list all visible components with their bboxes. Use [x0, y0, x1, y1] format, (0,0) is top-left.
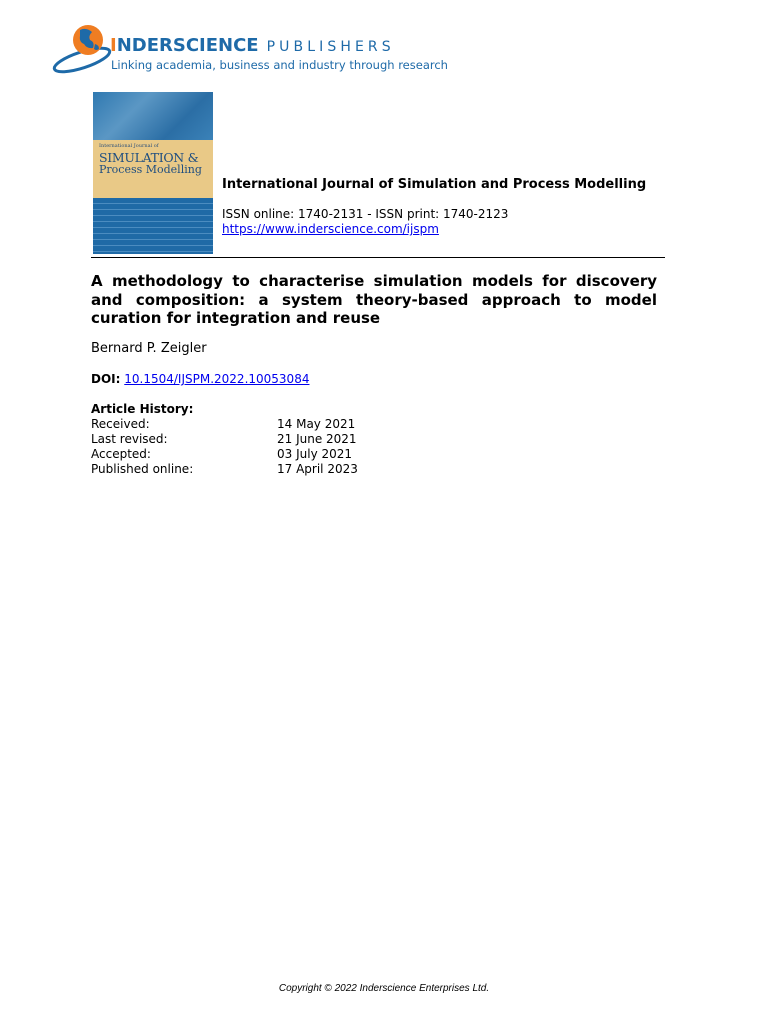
history-value: 14 May 2021	[277, 417, 356, 431]
cover-artwork	[93, 92, 213, 140]
cover-title-line2: Process Modelling	[99, 163, 202, 176]
doi-link[interactable]: 10.1504/IJSPM.2022.10053084	[124, 372, 310, 386]
history-label: Published online:	[91, 462, 194, 476]
history-label: Accepted:	[91, 447, 151, 461]
history-row-received	[91, 417, 391, 432]
journal-url-link[interactable]: https://www.inderscience.com/ijspm	[222, 222, 439, 236]
history-label: Received:	[91, 417, 150, 431]
history-label: Last revised:	[91, 432, 168, 446]
history-row-accepted	[91, 447, 391, 462]
cover-stripes	[93, 198, 213, 254]
publisher-name-main: NDERSCIENCE	[116, 35, 259, 56]
journal-issn: ISSN online: 1740-2131 - ISSN print: 1740-2123	[222, 207, 509, 221]
article-title: A methodology to characterise simulation models for discovery and composition: a system theory-based approach to model curation for integration and reuse	[91, 272, 657, 327]
copyright-notice: Copyright © 2022 Inderscience Enterprises Ltd.	[278, 983, 490, 994]
history-row-published-online	[91, 462, 391, 477]
publisher-tagline: Linking academia, business and industry through research	[111, 58, 448, 72]
history-value: 21 June 2021	[277, 432, 357, 446]
header-divider	[91, 257, 665, 258]
cover-small-text: International Journal of	[99, 143, 159, 149]
publisher-name	[110, 35, 395, 59]
publisher-name-suffix: PUBLISHERS	[266, 39, 395, 55]
doi-label: DOI:	[91, 372, 121, 386]
article-author: Bernard P. Zeigler	[91, 341, 207, 356]
history-value: 03 July 2021	[277, 447, 353, 461]
globe-logo-icon	[52, 18, 114, 80]
publisher-name-initial: I	[110, 35, 117, 56]
journal-cover	[93, 92, 213, 254]
publisher-banner	[52, 16, 452, 80]
article-history-heading: Article History:	[91, 402, 194, 416]
history-value: 17 April 2023	[277, 462, 358, 476]
history-row-last-revised	[91, 432, 391, 447]
article-doi	[91, 372, 309, 386]
cover-title-line1: SIMULATION &	[99, 150, 199, 165]
journal-title: International Journal of Simulation and Process Modelling	[222, 177, 647, 192]
